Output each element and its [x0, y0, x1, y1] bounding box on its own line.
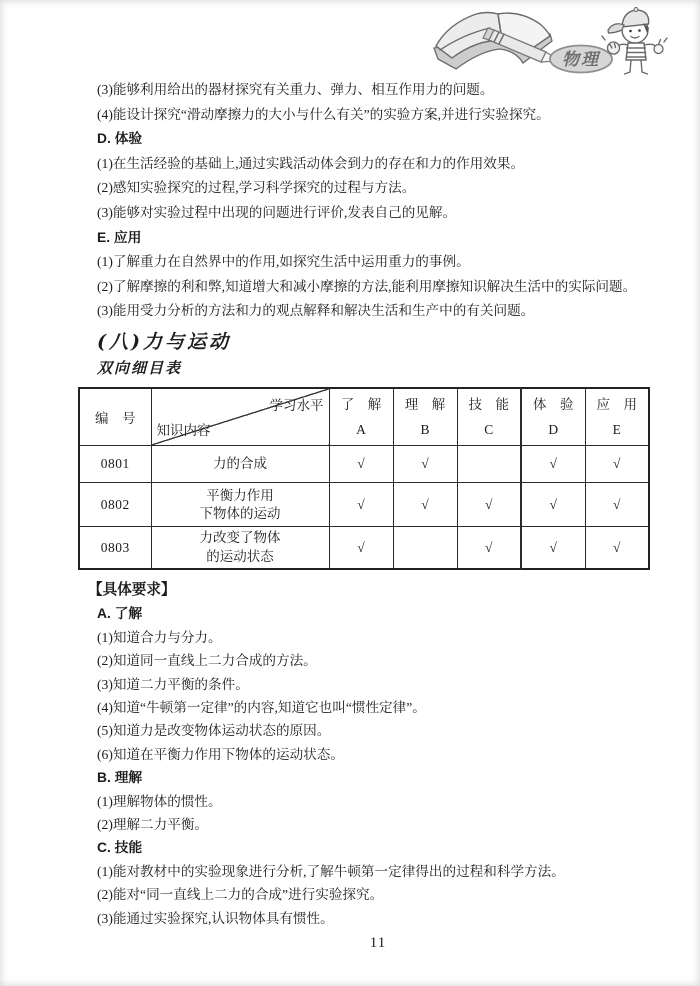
lower-text-block: [88, 579, 659, 930]
body-line: (1)在生活经验的基础上,通过实践活动体会到力的存在和力的作用效果。: [97, 155, 525, 171]
requirements-heading: 【具体要求】: [88, 581, 176, 598]
check-cell: √: [329, 527, 393, 569]
check-cell: √: [457, 483, 521, 527]
requirement-line: (3)能通过实验探究,认识物体具有惯性。: [97, 910, 334, 926]
physics-badge: [550, 46, 612, 73]
level-code: E: [612, 422, 621, 438]
section-subhead-c: C. 技能: [97, 840, 143, 856]
level-code: C: [484, 422, 494, 438]
level-code: A: [356, 422, 366, 438]
check-cell: √: [585, 446, 649, 483]
check-cell: √: [393, 483, 457, 527]
requirement-line: (6)知道在平衡力作用下物体的运动状态。: [97, 746, 344, 762]
boy-mascot-icon: [602, 8, 667, 75]
row-code: 0803: [79, 527, 151, 569]
body-line: (3)能用受力分析的方法和力的观点解释和解决生活和生产中的有关问题。: [97, 303, 535, 319]
row-content: [151, 527, 329, 569]
requirement-line: (1)能对教材中的实验现象进行分析,了解牛顿第一定律得出的过程和科学方法。: [97, 863, 565, 879]
requirement-line: (2)能对“同一直线上二力的合成”进行实验探究。: [97, 887, 384, 903]
check-cell: √: [521, 527, 585, 569]
physics-badge-label: 物理: [562, 50, 600, 70]
id-column-header: 编 号: [79, 388, 151, 446]
check-cell: √: [521, 446, 585, 483]
row-content-line: 下物体的运动: [199, 505, 281, 521]
section-subhead-a: A. 了解: [97, 606, 143, 622]
header-decoration: [428, 2, 673, 88]
level-header-a: [329, 388, 393, 446]
table-row: [79, 527, 649, 569]
corner-label-content: 知识内容: [156, 423, 211, 439]
body-line: (1)了解重力在自然界中的作用,如探究生活中运用重力的事例。: [97, 254, 470, 270]
level-header-c: [457, 388, 521, 446]
section-subhead-d: D. 体验: [97, 131, 143, 147]
upper-text-block: [97, 78, 659, 324]
check-cell: √: [393, 446, 457, 483]
row-content-line: 力改变了物体: [199, 530, 281, 546]
check-cell: √: [585, 483, 649, 527]
check-cell: [457, 446, 521, 483]
level-header-d: [521, 388, 585, 446]
level-name: 理 解: [404, 396, 446, 412]
table-title: 双向细目表: [97, 358, 183, 377]
requirement-line: (3)知道二力平衡的条件。: [97, 676, 249, 692]
row-content-line: 的运动状态: [206, 548, 274, 564]
row-content: [151, 483, 329, 527]
section-subhead-b: B. 理解: [97, 770, 143, 786]
spec-table: [78, 387, 650, 570]
check-cell: √: [457, 527, 521, 569]
body-line: (2)了解摩擦的利和弊,知道增大和减小摩擦的方法,能利用摩擦知识解决生活中的实际问题。: [97, 278, 637, 294]
level-name: 了 解: [340, 396, 382, 412]
table-header-row: [79, 388, 649, 446]
level-name: 技 能: [468, 396, 509, 412]
corner-label-level: 学习水平: [269, 397, 324, 413]
row-content: [151, 446, 329, 483]
row-content-line: 平衡力作用: [206, 487, 274, 503]
level-name: 体 验: [533, 396, 574, 412]
chapter-heading: (八)力与运动: [97, 330, 231, 353]
header-decoration-art: [428, 2, 673, 88]
level-header-b: [393, 388, 457, 446]
check-cell: [393, 527, 457, 569]
level-name: 应 用: [596, 396, 637, 412]
corner-cell: [151, 388, 329, 446]
check-cell: √: [329, 483, 393, 527]
check-cell: √: [585, 527, 649, 569]
row-code: 0802: [79, 483, 151, 527]
level-header-e: [585, 388, 649, 446]
table-row: [79, 483, 649, 527]
body-line: (3)能够对实验过程中出现的问题进行评价,发表自己的见解。: [97, 204, 457, 220]
row-code: 0801: [79, 446, 151, 483]
requirement-line: (1)理解物体的惯性。: [97, 793, 222, 809]
body-line: (4)能设计探究“滑动摩擦力的大小与什么有关”的实验方案,并进行实验探究。: [97, 106, 550, 122]
level-code: B: [420, 422, 430, 438]
row-content-line: 力的合成: [213, 456, 267, 472]
requirement-line: (2)知道同一直线上二力合成的方法。: [97, 653, 317, 669]
page-content: [88, 78, 659, 952]
table-row: [79, 446, 649, 483]
section-subhead-e: E. 应用: [97, 229, 142, 245]
requirement-line: (2)理解二力平衡。: [97, 817, 209, 832]
check-cell: √: [329, 446, 393, 483]
body-line: (2)感知实验探究的过程,学习科学探究的过程与方法。: [97, 180, 416, 196]
check-cell: √: [521, 483, 585, 527]
body-line: (3)能够利用给出的器材探究有关重力、弹力、相互作用力的问题。: [97, 82, 494, 97]
page-number: 11: [369, 935, 387, 952]
requirement-line: (5)知道力是改变物体运动状态的原因。: [97, 723, 331, 739]
requirement-line: (1)知道合力与分力。: [97, 629, 222, 645]
level-code: D: [548, 422, 559, 438]
requirement-line: (4)知道“牛顿第一定律”的内容,知道它也叫“惯性定律”。: [97, 699, 426, 715]
